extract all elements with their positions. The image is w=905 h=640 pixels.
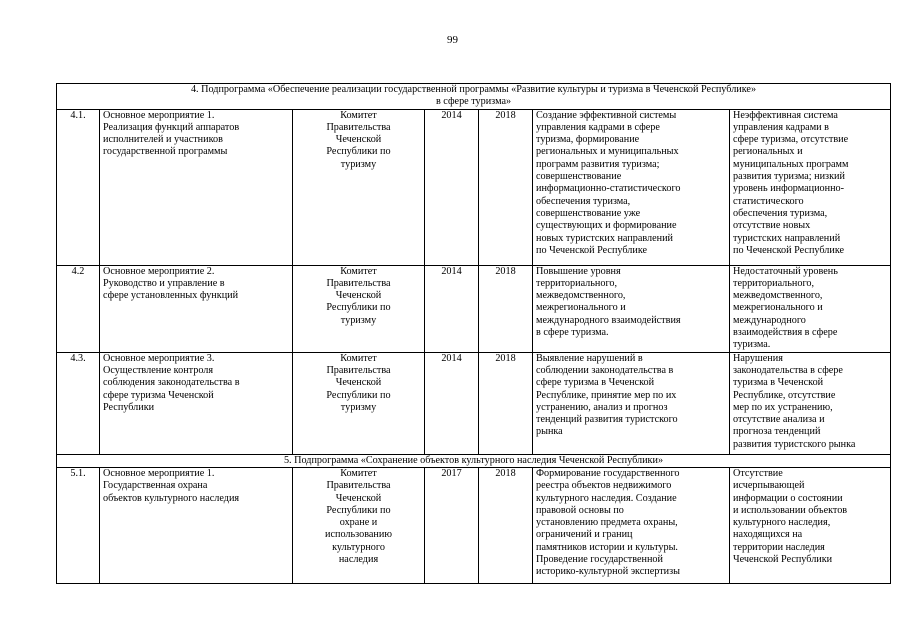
start-year-cell: 2014 bbox=[425, 265, 479, 352]
table-row bbox=[57, 265, 891, 352]
start-year-cell: 2014 bbox=[425, 352, 479, 454]
section-title: 4. Подпрограмма «Обеспечение реализации государственной программы «Развитие культуры и туризма в Чеченской Республике» в сфере туризма» bbox=[57, 84, 891, 110]
consequences-cell: Отсутствие исчерпывающей информации о состоянии и использовании объектов культурного наследия, находящихся на территории наследия Чеченской Республики bbox=[730, 467, 891, 583]
row-number: 4.2 bbox=[57, 265, 100, 352]
result-cell: Создание эффективной системы управления кадрами в сфере туризма, формирование региональных и муниципальных программ развития туризма; совершенствование информационно-статистического обеспечения туризма, совершенствование уже существующих и формирование новых туристских направлений по Чеченской Республике bbox=[533, 109, 730, 265]
row-number: 4.1. bbox=[57, 109, 100, 265]
section-header-row bbox=[57, 84, 891, 110]
section-header-row bbox=[57, 454, 891, 467]
result-cell: Формирование государственного реестра объектов недвижимого культурного наследия. Создание правовой основы по установлению предмета охраны, ограничений и границ памятников истории и культуры. Проведение государственной историко-культурной экспертизы bbox=[533, 467, 730, 583]
consequences-cell: Неэффективная система управления кадрами в сфере туризма, отсутствие региональных и муниципальных программ развития туризма; низкий уровень информационно- статистического обеспечения туризма, отсутствие новых туристских направлений по Чеченской Республике bbox=[730, 109, 891, 265]
executor-cell: Комитет Правительства Чеченской Республики по туризму bbox=[293, 265, 425, 352]
consequences-cell: Нарушения законодательства в сфере туризма в Чеченской Республике, отсутствие мер по их устранению, отсутствие анализа и прогноза тенденций развития туристского рынка bbox=[730, 352, 891, 454]
executor-cell: Комитет Правительства Чеченской Республики по охране и использованию культурного наследия bbox=[293, 467, 425, 583]
table-row bbox=[57, 467, 891, 583]
start-year-cell: 2017 bbox=[425, 467, 479, 583]
event-cell: Основное мероприятие 1. Реализация функций аппаратов исполнителей и участников государственной программы bbox=[100, 109, 293, 265]
executor-cell: Комитет Правительства Чеченской Республики по туризму bbox=[293, 352, 425, 454]
table-row bbox=[57, 352, 891, 454]
table-row bbox=[57, 109, 891, 265]
section-title: 5. Подпрограмма «Сохранение объектов культурного наследия Чеченской Республики» bbox=[57, 454, 891, 467]
result-cell: Повышение уровня территориального, межведомственного, межрегионального и международного взаимодействия в сфере туризма. bbox=[533, 265, 730, 352]
end-year-cell: 2018 bbox=[479, 109, 533, 265]
consequences-cell: Недостаточный уровень территориального, межведомственного, межрегионального и международного взаимодействия в сфере туризма. bbox=[730, 265, 891, 352]
end-year-cell: 2018 bbox=[479, 467, 533, 583]
start-year-cell: 2014 bbox=[425, 109, 479, 265]
executor-cell: Комитет Правительства Чеченской Республики по туризму bbox=[293, 109, 425, 265]
page-number: 99 bbox=[447, 34, 458, 46]
row-number: 4.3. bbox=[57, 352, 100, 454]
end-year-cell: 2018 bbox=[479, 352, 533, 454]
event-cell: Основное мероприятие 3. Осуществление контроля соблюдения законодательства в сфере туризма Чеченской Республики bbox=[100, 352, 293, 454]
program-measures-table bbox=[56, 83, 891, 584]
event-cell: Основное мероприятие 1. Государственная охрана объектов культурного наследия bbox=[100, 467, 293, 583]
event-cell: Основное мероприятие 2. Руководство и управление в сфере установленных функций bbox=[100, 265, 293, 352]
row-number: 5.1. bbox=[57, 467, 100, 583]
end-year-cell: 2018 bbox=[479, 265, 533, 352]
result-cell: Выявление нарушений в соблюдении законодательства в сфере туризма в Чеченской Республике, принятие мер по их устранению, анализ и прогноз тенденций развития туристского рынка bbox=[533, 352, 730, 454]
